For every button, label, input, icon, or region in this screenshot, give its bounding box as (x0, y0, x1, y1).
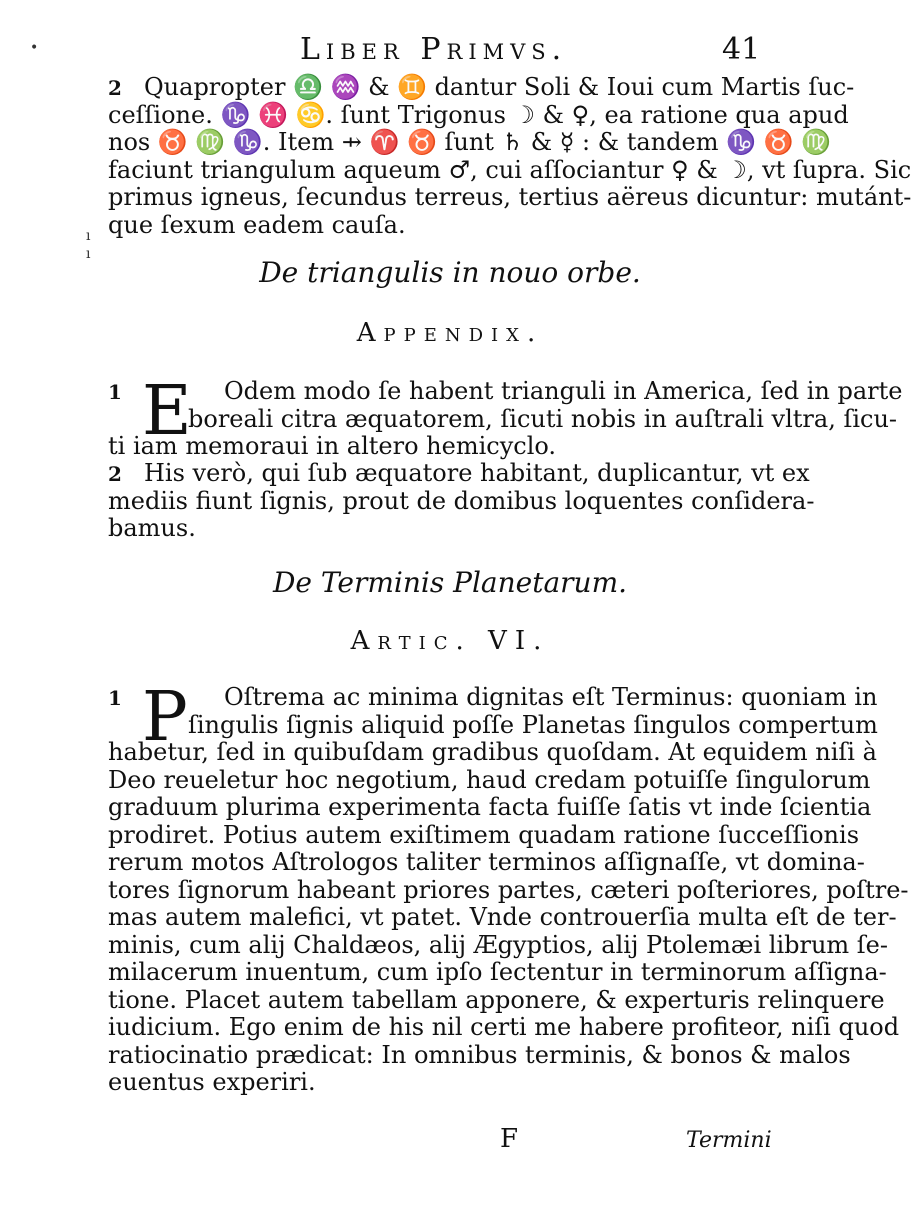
text-line: boreali citra æquatorem, ſicuti nobis in auſtrali vltra, ſicu- (188, 404, 898, 433)
section-subheading: Artic. VI. (350, 626, 550, 656)
text-line: iudicium. Ego enim de his nil certi me habere profiteor, niſi quod (108, 1013, 900, 1041)
signature-mark: F (500, 1124, 519, 1154)
page-number: 41 (722, 32, 761, 67)
catchword: Termini (686, 1128, 772, 1153)
running-title: Liber Primvs. (300, 32, 568, 67)
paragraph-top (108, 73, 911, 239)
margin-mark: ı (86, 246, 91, 262)
text-line: que ſexum eadem cauſa. (108, 210, 406, 239)
text-line: habetur, ſed in quibuſdam gradibus quoſdam. At equidem niſi à (108, 738, 877, 766)
text-line: primus igneus, ſecundus terreus, tertius aëreus dicuntur: mutánt- (108, 183, 911, 211)
text-line: mas autem malefici, vt patet. Vnde controuerſia multa eſt de ter- (108, 903, 897, 931)
paragraph-number: 2 (108, 462, 122, 486)
text-line: 2 His verò, qui ſub æquatore habitant, duplicantur, vt ex (108, 459, 810, 487)
paragraph-number: 2 (108, 76, 122, 100)
text-line: faciunt triangulum aqueum ♂, cui aſſociantur ♀ & ☽, vt ſupra. Sic (108, 155, 911, 184)
margin-mark: ı (86, 228, 91, 244)
paragraph-number: 1 (108, 380, 122, 404)
text-line: rerum motos Aſtrologos taliter terminos aſſignaſſe, vt domina- (108, 848, 865, 876)
text-line: 2 Quapropter ♎ ♒ & ♊ dantur Soli & Ioui cum Martis ſuc- (108, 73, 855, 101)
text-line: nos ♉ ♍ ♑. Item ⇸ ♈ ♉ ſunt ♄ & ☿ : & tandem ♑ ♉ ♍ (108, 128, 832, 156)
paragraph-main (108, 678, 909, 1097)
drop-cap: P (142, 678, 188, 757)
text-line: ti iam memoraui in altero hemicyclo. (108, 432, 557, 460)
text-line: ſingulis ſignis aliquid poſſe Planetas ſingulos compertum (188, 710, 878, 739)
drop-cap: E (142, 372, 192, 451)
text-line: mediis fiunt ſignis, prout de domibus loquentes conſidera- (108, 486, 815, 515)
text-line: tores ſignorum habeant priores partes, cæteri poſteriores, poſtre- (108, 875, 909, 904)
section-heading: De Terminis Planetarum. (272, 566, 628, 599)
page-footer (0, 1124, 900, 1164)
text-line: 1 Oſtrema ac minima dignitas eſt Terminus: quoniam in (108, 683, 878, 711)
text-line: bamus. (108, 514, 196, 542)
text-line: euentus experiri. (108, 1068, 316, 1096)
text-line: milacerum inuentum, cum ipſo ſectentur in terminorum aſſigna- (108, 958, 887, 986)
text-line: ceſſione. ♑ ♓ ♋. ſunt Trigonus ☽ & ♀, ea ratione qua apud (108, 100, 849, 129)
text-line: prodiret. Potius autem exiſtimem quadam ratione ſucceſſionis (108, 820, 860, 849)
section-subheading: Appendix. (356, 318, 544, 348)
margin-mark: • (30, 40, 39, 56)
text-line: tione. Placet autem tabellam apponere, & experturis relinquere (108, 985, 885, 1014)
paragraph-number: 1 (108, 686, 122, 710)
text-line: ratiocinatio prædicat: In omnibus terminis, & bonos & malos (108, 1040, 851, 1069)
paragraph-appendix-1 (108, 372, 903, 461)
text-line: Deo reueletur hoc negotium, haud credam potuiſſe ſingulorum (108, 765, 871, 794)
text-line: 1 Odem modo ſe habent trianguli in America, ſed in parte (108, 377, 903, 405)
page-header (0, 32, 900, 72)
paragraph-appendix-2 (108, 459, 815, 543)
section-heading: De triangulis in nouo orbe. (259, 256, 641, 289)
text-line: minis, cum alij Chaldæos, alij Ægyptios, alij Ptolemæi librum ſe- (108, 930, 888, 959)
text-line: graduum plurima experimenta facta fuiſſe ſatis vt inde ſcientia (108, 793, 872, 821)
